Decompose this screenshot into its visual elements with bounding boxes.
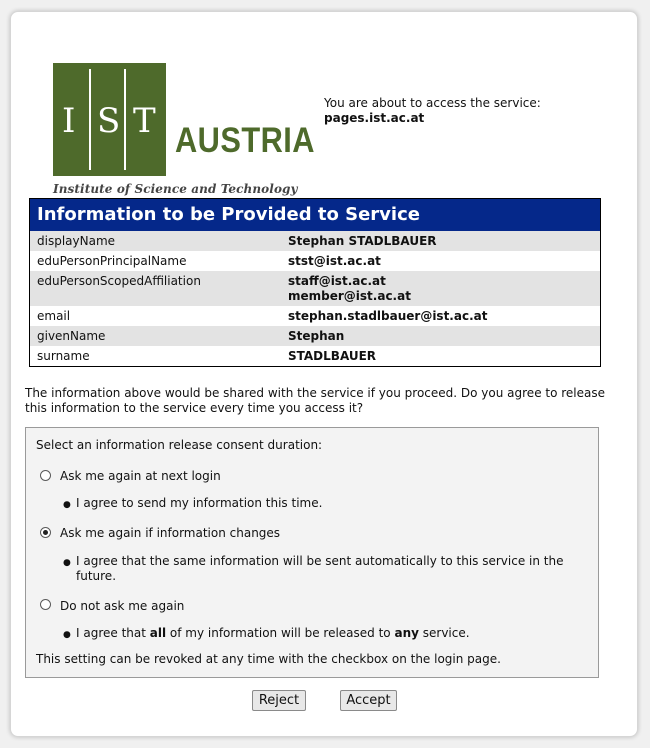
logo-letter-t: T	[133, 101, 156, 141]
attribute-value: Stephan	[288, 329, 345, 343]
ist-austria-logo	[53, 63, 166, 176]
attribute-name: eduPersonPrincipalName	[37, 254, 187, 268]
consent-radio-next-login[interactable]	[40, 470, 51, 481]
table-row	[30, 251, 600, 271]
logo-divider	[124, 69, 126, 170]
bullet-icon: ●	[63, 558, 71, 568]
attribute-value: member@ist.ac.at	[288, 289, 411, 303]
reject-button[interactable]: Reject	[252, 690, 306, 711]
service-intro-text: You are about to access the service:	[324, 96, 541, 110]
proceed-question: The information above would be shared with the service if you proceed. Do you agree to release this information to the service every time you access it?	[25, 386, 606, 415]
table-row	[30, 231, 600, 251]
consent-option-label[interactable]: Ask me again at next login	[60, 469, 221, 483]
attribute-name: eduPersonScopedAffiliation	[37, 274, 201, 288]
logo-letter-i: I	[62, 101, 76, 141]
attribute-table-body	[30, 231, 600, 366]
attribute-value: Stephan STADLBAUER	[288, 234, 437, 248]
desc-text: I agree that	[76, 626, 150, 640]
attribute-name: givenName	[37, 329, 106, 343]
table-row	[30, 271, 600, 306]
consent-option-desc: I agree to send my information this time.	[76, 496, 323, 510]
service-name: pages.ist.ac.at	[324, 111, 425, 125]
accept-button[interactable]: Accept	[340, 690, 397, 711]
consent-radio-do-not-ask[interactable]	[40, 599, 51, 610]
logo-tagline: Institute of Science and Technology	[53, 182, 298, 196]
attribute-value: STADLBAUER	[288, 349, 377, 363]
attribute-name: surname	[37, 349, 90, 363]
logo-divider	[89, 69, 91, 170]
desc-emphasis: any	[394, 626, 419, 640]
table-row	[30, 306, 600, 326]
attribute-value: stst@ist.ac.at	[288, 254, 381, 268]
consent-duration-box	[25, 427, 599, 678]
consent-option-label[interactable]: Ask me again if information changes	[60, 526, 281, 540]
attribute-value: staff@ist.ac.at	[288, 274, 386, 288]
desc-text: of my information will be released to	[166, 626, 395, 640]
revoke-note: This setting can be revoked at any time with the checkbox on the login page.	[36, 652, 501, 666]
attribute-table-header: Information to be Provided to Service	[30, 199, 600, 231]
consent-option-label[interactable]: Do not ask me again	[60, 599, 185, 613]
desc-text: service.	[418, 626, 470, 640]
attribute-table	[29, 198, 601, 367]
logo-letter-s: S	[97, 101, 121, 141]
bullet-icon: ●	[63, 500, 71, 510]
attribute-name: email	[37, 309, 71, 323]
table-row	[30, 326, 600, 346]
attribute-name: displayName	[37, 234, 116, 248]
consent-option-desc	[76, 626, 586, 641]
consent-title: Select an information release consent duration:	[36, 438, 323, 452]
logo-wordmark: AUSTRIA	[175, 121, 315, 160]
table-row	[30, 346, 600, 366]
consent-radio-info-changes[interactable]	[40, 527, 51, 538]
attribute-value: stephan.stadlbauer@ist.ac.at	[288, 309, 488, 323]
desc-emphasis: all	[149, 626, 167, 640]
bullet-icon: ●	[63, 630, 71, 640]
consent-option-desc: I agree that the same information will be sent automatically to this service in the future.	[76, 554, 564, 583]
